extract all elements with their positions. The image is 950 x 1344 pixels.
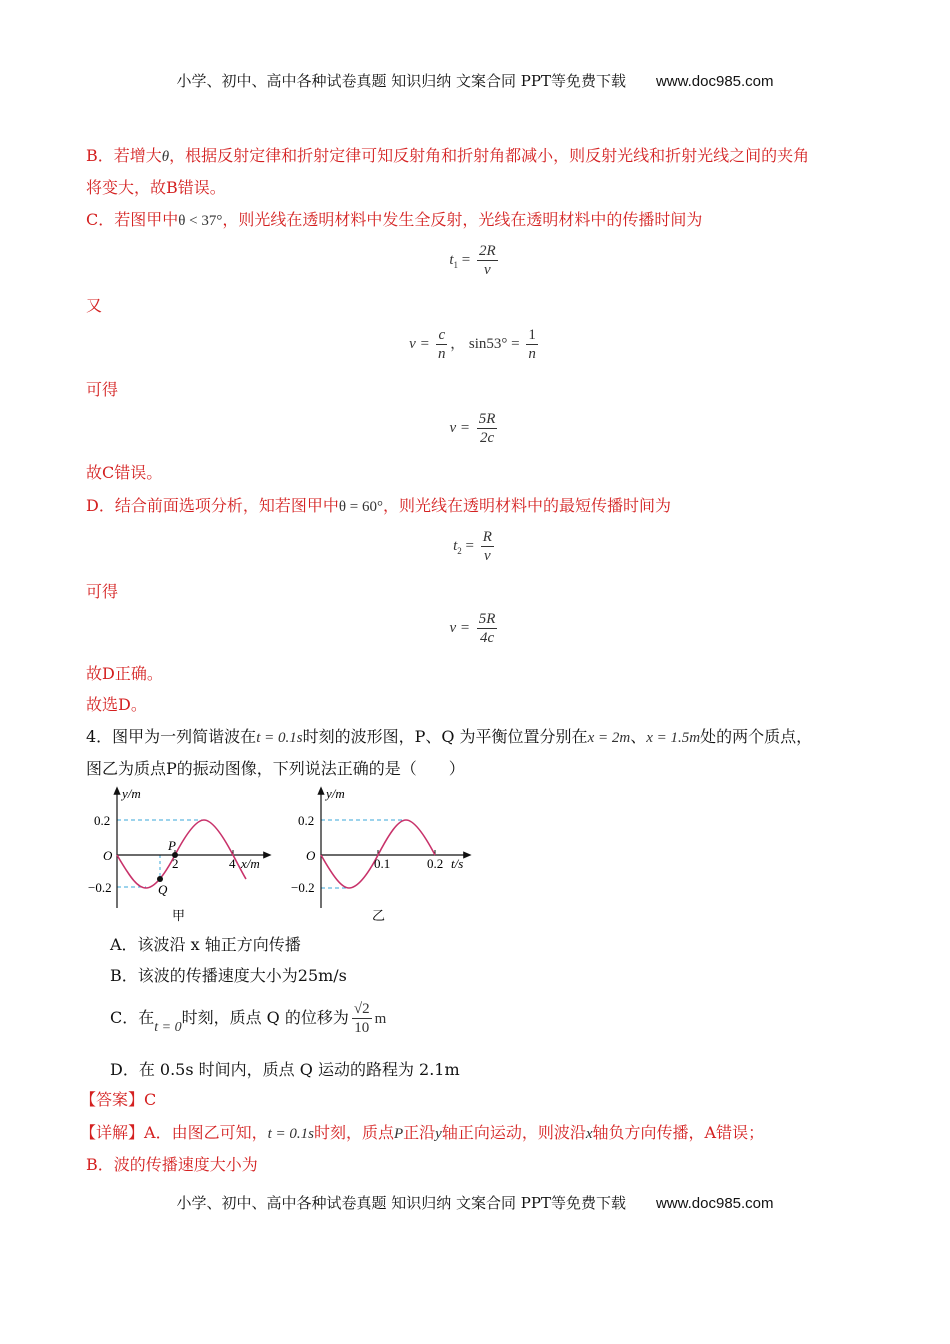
page-header — [0, 70, 950, 91]
vibration-graph-yi — [286, 784, 486, 924]
label-q: Q — [158, 882, 168, 897]
question4-line2: 图乙为质点P的振动图像，下列说法正确的是（ ） — [86, 759, 465, 778]
option-d-conclusion: 故D正确。 — [86, 664, 163, 683]
tick-x1-label: 0.1 — [374, 856, 391, 871]
x-axis-label: x/m — [241, 856, 260, 871]
header-text: 小学、初中、高中各种试卷真题 知识归纳 文案合同 PPT等免费下载 — [176, 72, 626, 90]
label-kede-2: 可得 — [86, 582, 119, 601]
equation-v-sin: v = $\frac{c}{n}$ ， sin53° = $\frac{1}{n}$ — [409, 327, 536, 362]
vibration-curve — [321, 820, 435, 888]
equation-v-result-2: v = $\frac{5R}{4c}$ — [449, 611, 496, 646]
option-b-line1: B．若增大θ，根据反射定律和折射定律可知反射角和折射角都减小，则反射光线和折射光线之间的夹角 — [86, 146, 810, 165]
option-a: A．该波沿 x 轴正方向传播 — [110, 935, 301, 954]
tick-neg-label: −0.2 — [291, 880, 315, 895]
header-site: www.doc985.com — [655, 73, 774, 90]
detail-a-line: 【详解】A．由图乙可知，t = 0.1s时刻，质点P正沿y轴正向运动，则波沿x轴负方向传播，A错误； — [80, 1123, 765, 1142]
label-you: 又 — [86, 296, 103, 315]
wave-graph-jia — [86, 784, 286, 924]
equation-t1: $t_1$ = $\frac{2R}{v}$ — [449, 243, 496, 278]
footer-text: 小学、初中、高中各种试卷真题 知识归纳 文案合同 PPT等免费下载 — [176, 1194, 626, 1212]
t-axis-label: t/s — [451, 856, 464, 871]
equation-t2: $t_2$ = $\frac{R}{v}$ — [453, 529, 492, 564]
tick-x2-label: 4 — [229, 856, 236, 871]
caption-yi: 乙 — [372, 908, 386, 923]
y-axis-label: y/m — [326, 786, 345, 801]
tick-pos-label: 0.2 — [94, 813, 111, 828]
tick-x2-label: 0.2 — [427, 856, 444, 871]
label-kede-1: 可得 — [86, 380, 119, 399]
option-c: C．在t = 0时刻，质点 Q 的位移为 $\frac{√2}{10}$ m — [110, 1001, 387, 1036]
origin-label: O — [103, 848, 113, 863]
tick-neg-label: −0.2 — [88, 880, 112, 895]
answer-line: 【答案】C — [80, 1090, 157, 1109]
y-axis-label: y/m — [122, 786, 141, 801]
question4-line1: 4．图甲为一列简谐波在t = 0.1s时刻的波形图，P、Q 为平衡位置分别在x = 2m、x = 1.5m处的两个质点， — [86, 727, 813, 746]
option-b: B．该波的传播速度大小为25m/s — [110, 966, 347, 985]
detail-b-line: B．波的传播速度大小为 — [86, 1155, 258, 1174]
origin-label: O — [306, 848, 316, 863]
tick-x1-label: 2 — [172, 856, 179, 871]
option-c-conclusion: 故C错误。 — [86, 463, 163, 482]
option-d: D．在 0.5s 时间内，质点 Q 运动的路程为 2.1m — [110, 1060, 460, 1079]
equation-v-result-1: v = $\frac{5R}{2c}$ — [449, 411, 496, 446]
final-choice: 故选D。 — [86, 695, 147, 714]
option-d-line1: D．结合前面选项分析，知若图甲中θ = 60°，则光线在透明材料中的最短传播时间为 — [86, 496, 672, 515]
label-p: P — [168, 838, 176, 853]
caption-jia: 甲 — [172, 908, 186, 923]
tick-pos-label: 0.2 — [298, 813, 315, 828]
page-footer — [0, 1192, 950, 1213]
option-b-line2: 将变大，故B错误。 — [86, 178, 226, 197]
wave-curve — [117, 820, 246, 888]
option-c-line1: C．若图甲中θ < 37°，则光线在透明材料中发生全反射，光线在透明材料中的传播时间为 — [86, 210, 703, 229]
footer-site: www.doc985.com — [655, 1195, 774, 1212]
